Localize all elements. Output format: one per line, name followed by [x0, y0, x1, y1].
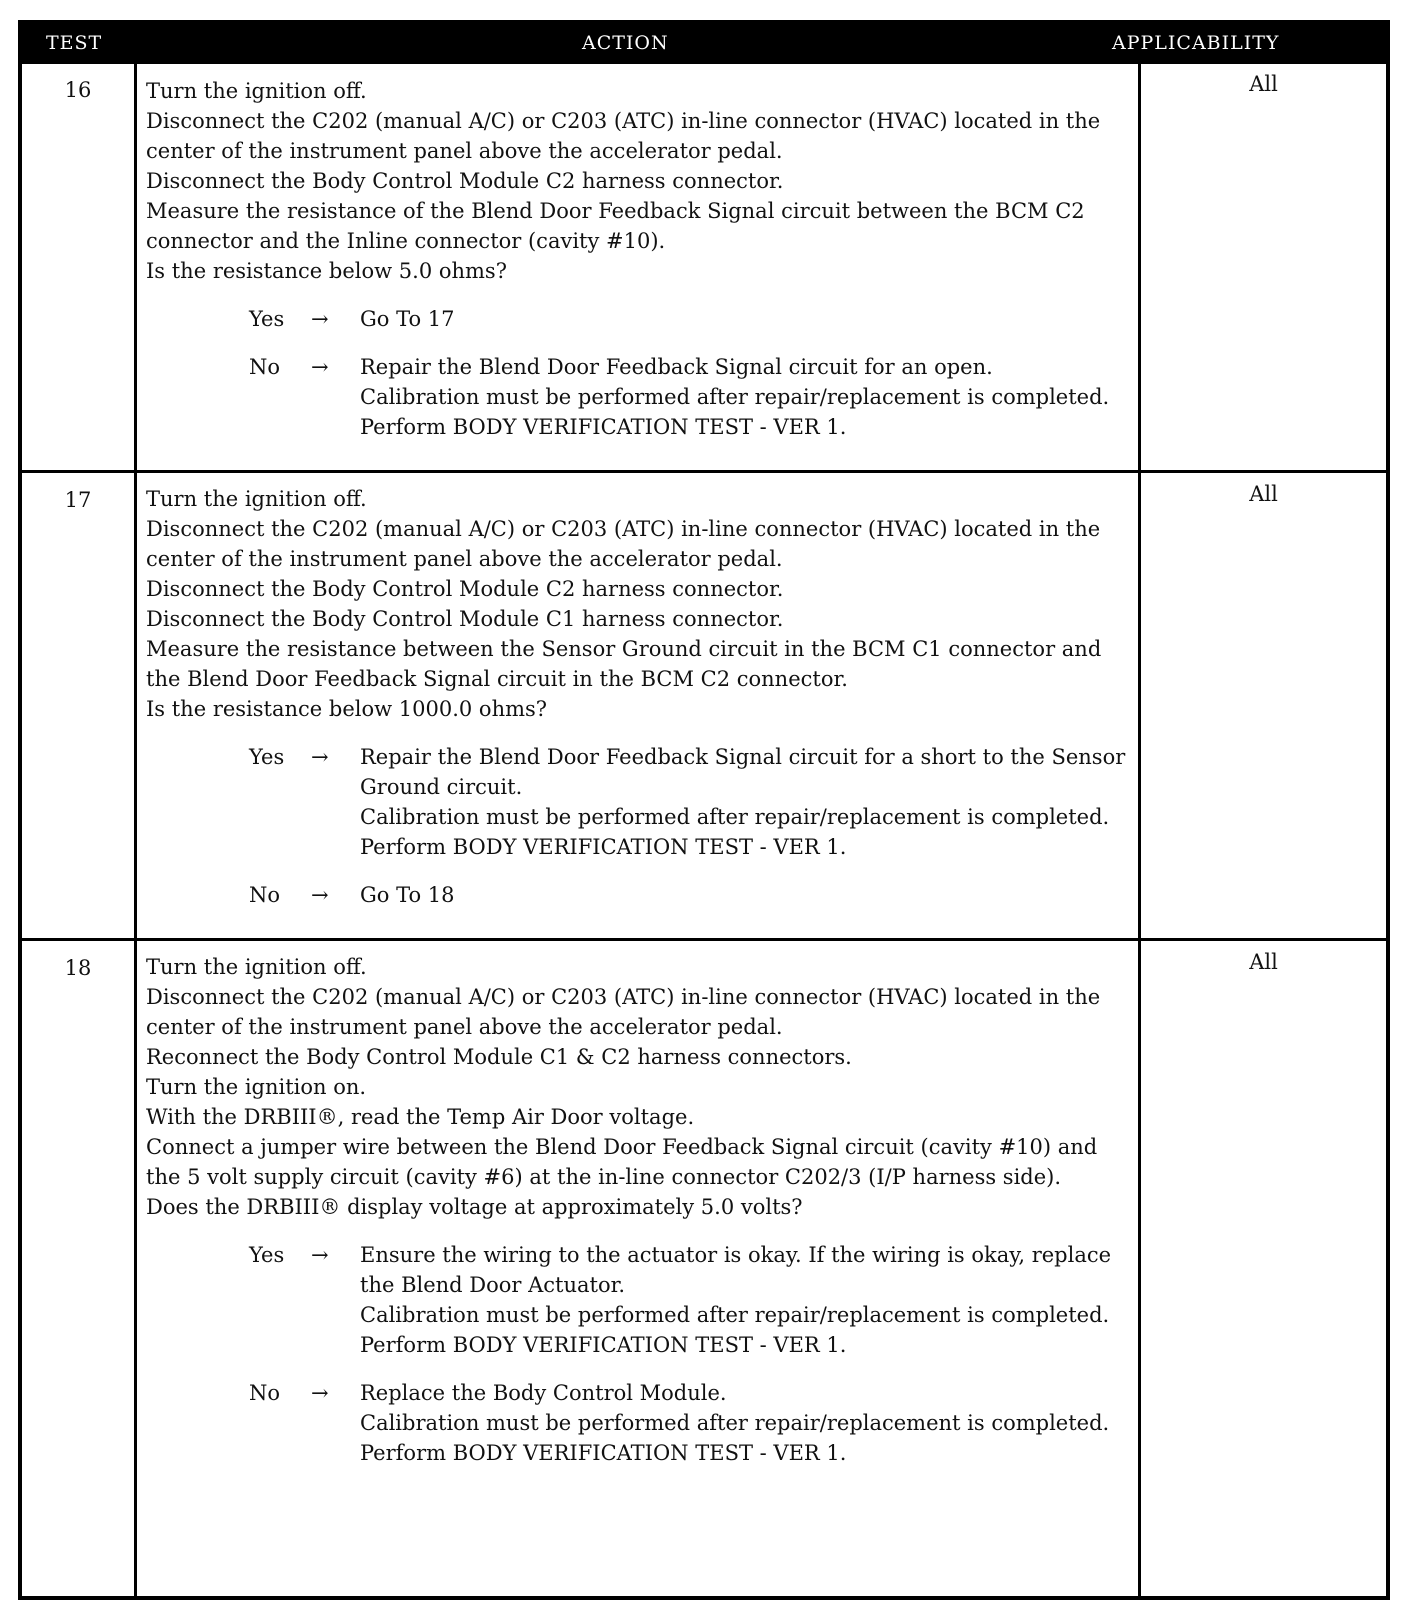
outcome-line: Ensure the wiring to the actuator is okay. If the wiring is okay, replace the Blend Door Actuator.	[360, 1243, 1112, 1297]
no-label: No	[249, 355, 281, 379]
test-number: 16	[64, 78, 92, 102]
test-action	[146, 484, 1126, 910]
outcome-line: Calibration must be performed after repair/replacement is completed.	[360, 1303, 1110, 1327]
outcome-line: Repair the Blend Door Feedback Signal circuit for a short to the Sensor Ground circuit.	[360, 745, 1126, 799]
yes-label: Yes	[249, 1243, 285, 1267]
action-step: Measure the resistance of the Blend Door Feedback Signal circuit between the BCM C2 connector and the Inline connector (cavity #10).	[146, 199, 1085, 253]
action-step: Turn the ignition off.	[146, 79, 367, 103]
test-number: 17	[64, 488, 92, 512]
arrow-icon: →	[311, 1243, 329, 1267]
header-test: TEST	[46, 32, 103, 54]
column-divider	[134, 64, 137, 1596]
action-step: With the DRBIII®, read the Temp Air Door voltage.	[146, 1105, 695, 1129]
row-divider	[22, 470, 1386, 473]
action-step: Turn the ignition on.	[146, 1075, 367, 1099]
outcome-line: Calibration must be performed after repair/replacement is completed.	[360, 385, 1110, 409]
action-step: Disconnect the Body Control Module C2 harness connector.	[146, 169, 784, 193]
yes-label: Yes	[249, 745, 285, 769]
table-header	[22, 24, 1386, 64]
action-step: Turn the ignition off.	[146, 487, 367, 511]
header-action: ACTION	[582, 32, 669, 54]
test-number: 18	[64, 956, 92, 980]
outcome-line: Perform BODY VERIFICATION TEST - VER 1.	[360, 1333, 847, 1357]
action-step: Disconnect the Body Control Module C2 harness connector.	[146, 577, 784, 601]
action-step: Disconnect the C202 (manual A/C) or C203 (ATC) in-line connector (HVAC) located in the center of the instrument panel above the accelerator pedal.	[146, 985, 1101, 1039]
outcome-line: Perform BODY VERIFICATION TEST - VER 1.	[360, 1441, 847, 1465]
test-action	[146, 952, 1126, 1468]
action-step: Connect a jumper wire between the Blend Door Feedback Signal circuit (cavity #10) and the 5 volt supply circuit (cavity #6) at the in-line connector C202/3 (I/P harness side).	[146, 1135, 1098, 1189]
no-label: No	[249, 1381, 281, 1405]
outcome-line: Perform BODY VERIFICATION TEST - VER 1.	[360, 415, 847, 439]
arrow-icon: →	[311, 1381, 329, 1405]
outcome-line: Calibration must be performed after repair/replacement is completed.	[360, 805, 1110, 829]
diagnostic-test-table	[18, 20, 1390, 1600]
action-step: Reconnect the Body Control Module C1 & C2 harness connectors.	[146, 1045, 852, 1069]
applicability-value: All	[1249, 72, 1278, 96]
no-outcome	[146, 352, 1126, 442]
applicability-value: All	[1249, 950, 1278, 974]
action-step: Disconnect the C202 (manual A/C) or C203 (ATC) in-line connector (HVAC) located in the center of the instrument panel above the accelerator pedal.	[146, 109, 1101, 163]
outcome-line: Calibration must be performed after repair/replacement is completed.	[360, 1411, 1110, 1435]
test-action	[146, 76, 1126, 442]
row-divider	[22, 938, 1386, 941]
column-divider	[1138, 64, 1141, 1596]
action-step: Does the DRBIII® display voltage at approximately 5.0 volts?	[146, 1195, 803, 1219]
no-label: No	[249, 883, 281, 907]
arrow-icon: →	[311, 883, 329, 907]
yes-outcome	[146, 1240, 1126, 1360]
action-step: Is the resistance below 1000.0 ohms?	[146, 697, 548, 721]
arrow-icon: →	[311, 307, 329, 331]
outcome-line: Replace the Body Control Module.	[360, 1381, 727, 1405]
arrow-icon: →	[311, 355, 329, 379]
action-step: Disconnect the Body Control Module C1 harness connector.	[146, 607, 784, 631]
no-outcome	[146, 1378, 1126, 1468]
header-applicability: APPLICABILITY	[1112, 32, 1280, 54]
yes-outcome	[146, 304, 1126, 334]
yes-label: Yes	[249, 307, 285, 331]
action-step: Turn the ignition off.	[146, 955, 367, 979]
action-step: Measure the resistance between the Sensor Ground circuit in the BCM C1 connector and the Blend Door Feedback Signal circuit in the BCM C2 connector.	[146, 637, 1102, 691]
outcome-line: Perform BODY VERIFICATION TEST - VER 1.	[360, 835, 847, 859]
no-outcome	[146, 880, 1126, 910]
outcome-line: Go To 17	[360, 307, 455, 331]
action-step: Disconnect the C202 (manual A/C) or C203 (ATC) in-line connector (HVAC) located in the center of the instrument panel above the accelerator pedal.	[146, 517, 1101, 571]
action-step: Is the resistance below 5.0 ohms?	[146, 259, 507, 283]
outcome-line: Go To 18	[360, 883, 455, 907]
yes-outcome	[146, 742, 1126, 862]
arrow-icon: →	[311, 745, 329, 769]
applicability-value: All	[1249, 482, 1278, 506]
outcome-line: Repair the Blend Door Feedback Signal circuit for an open.	[360, 355, 993, 379]
